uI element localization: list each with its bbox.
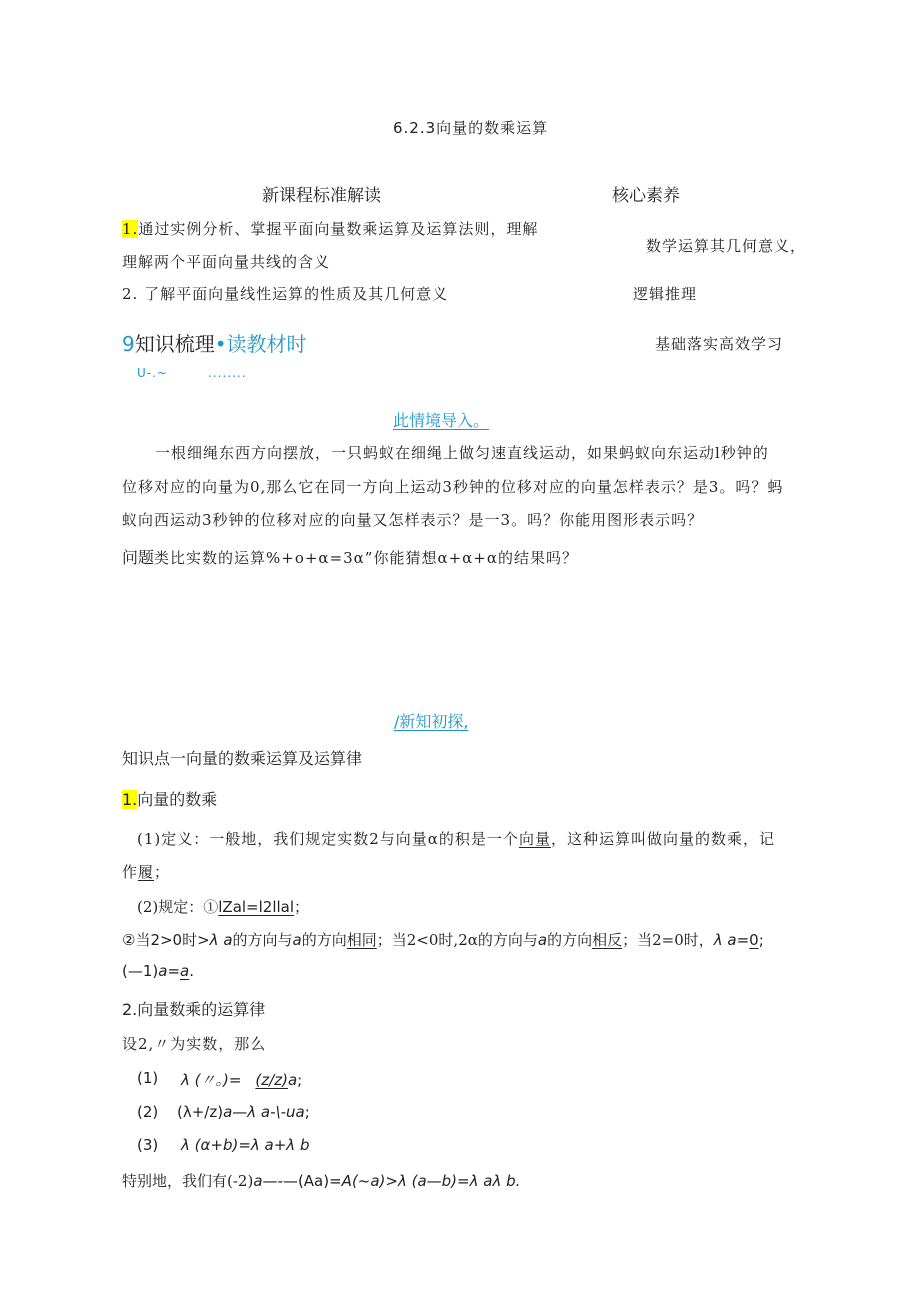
core-literacy-1: 数学运算其几何意义， [646, 237, 807, 255]
item-number-1: 1. [122, 220, 139, 238]
definition-line1: (1)定义：一般地，我们规定实数2与向量α的积是一个向量，这种运算叫做向量的数乘，记 [137, 830, 775, 848]
law-3-expr: λ (α+b)=λ a+λ b [181, 1136, 310, 1154]
law-3: (3) [137, 1136, 159, 1154]
explore-heading: /新知初探, [394, 712, 469, 731]
special-case: 特别地，我们有(-2)a—-—(Aa)=A(~a)>λ (a—b)=λ aλ b. [122, 1172, 521, 1190]
section-small-left: U-.~ [137, 366, 168, 380]
scenario-question: 问题类比实数的运算%+o+α=3α”你能猜想α+α+α的结果吗？ [122, 548, 579, 567]
core-literacy-2: 逻辑推理 [633, 285, 698, 303]
knowledge-point-title: 知识点一向量的数乘运算及运算律 [122, 749, 363, 768]
scenario-paragraph-line1: 一根细绳东西方向摆放，一只蚂蚁在细绳上做匀速直线运动，如果蚂蚁向东运动l秒钟的 [155, 444, 769, 462]
subsection-1-title: 1.向量的数乘 [122, 790, 218, 809]
rule-line2: ②当2>0时>λ a的方向与a的方向相同；当2<0时,2α的方向与a的方向相反；当2=0时，λ a=0; [122, 931, 764, 949]
law-2: (2) [137, 1103, 159, 1121]
section-heading-knowledge: 9知识梳理•读教材时 [122, 332, 307, 356]
page-title: 6.2.3向量的数乘运算 [393, 119, 549, 137]
section-right-label: 基础落实高效学习 [655, 335, 784, 353]
standard-item-1-line2: 理解两个平面向量共线的含义 [122, 253, 331, 271]
subsection-2-title: 2.向量数乘的运算律 [122, 1000, 266, 1019]
scenario-heading: 此情境导入。 [393, 411, 490, 430]
standard-item-2: 2. 了解平面向量线性运算的性质及其几何意义 [122, 285, 449, 303]
section-small-right: ........ [208, 366, 247, 380]
law-1-expr: λ (〃。)= (z/z)a; [181, 1071, 303, 1089]
rule-line3: (—1)a=a. [122, 962, 194, 980]
standards-header: 新课程标准解读 [262, 186, 381, 206]
scenario-paragraph-line2: 位移对应的向量为0,那么它在同一方向上运动3秒钟的位移对应的向量怎样表示？是3。吗？蚂 [122, 478, 784, 496]
set-statement: 设2,〃为实数，那么 [122, 1035, 267, 1053]
rule-line1: (2)规定：①lZal=l2llal； [137, 898, 310, 916]
law-2-expr: (λ+/z)a—λ a-\-ua; [177, 1103, 310, 1121]
standard-item-1-line1: 1.通过实例分析、掌握平面向量数乘运算及运算法则，理解 [122, 220, 539, 238]
scenario-paragraph-line3: 蚁向西运动3秒钟的位移对应的向量又怎样表示？是一3。吗？你能用图形表示吗？ [122, 511, 704, 529]
core-literacy-header: 核心素养 [612, 186, 680, 206]
definition-line2: 作履； [122, 863, 171, 881]
law-1: (1) [137, 1069, 159, 1087]
